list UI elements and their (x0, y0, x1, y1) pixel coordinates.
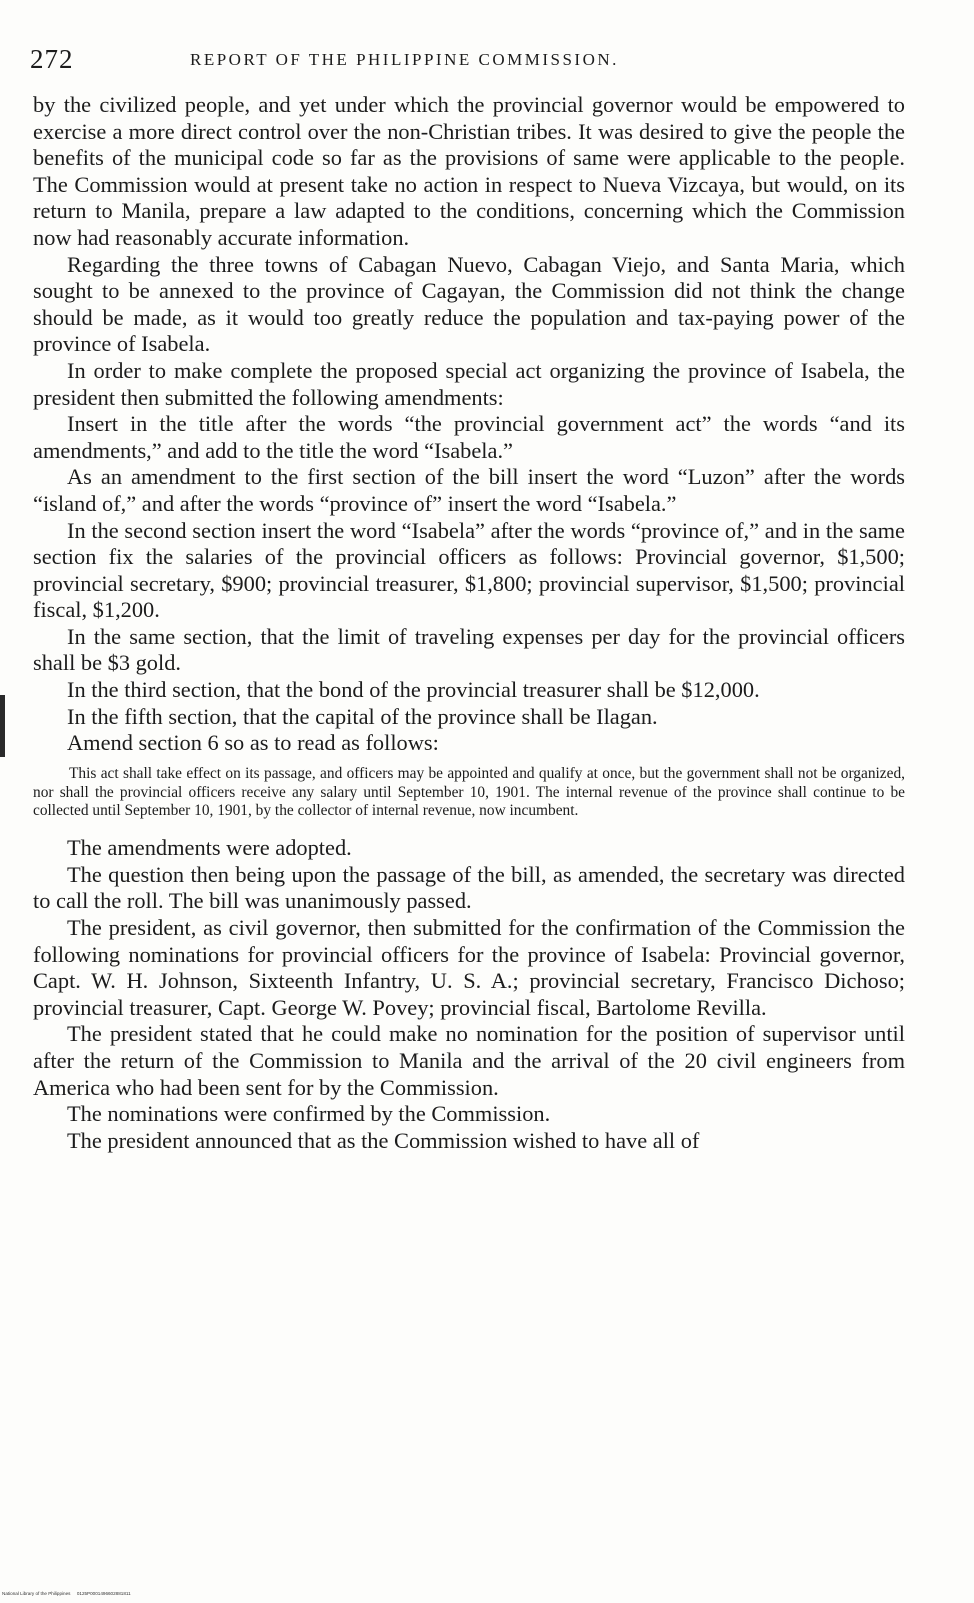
paragraph: In the third section, that the bond of the provincial treasurer shall be $12,000. (67, 677, 760, 703)
body-text (33, 92, 905, 1154)
paragraph: The president, as civil governor, then submitted for the confirmation of the Commission the following nominations for provincial officers for the province of Isabela: Provincial governor, Capt. W. H. Johnson, Sixteenth Infantry, U. S. A.; provincial secretary, Francisco Dichoso; provincial treasurer, Capt. George W. Povey; provincial fiscal, Bartolome Revilla. (33, 915, 905, 1020)
paragraph: As an amendment to the first section of the bill insert the word “Luzon” after the words “island of,” and after the words “province of” insert the word “Isabela.” (33, 464, 905, 516)
paragraph: The president stated that he could make no nomination for the position of supervisor until after the return of the Commission to Manila and the arrival of the 20 civil engineers from America who had been sent for by the Commission. (33, 1021, 905, 1100)
running-title: REPORT OF THE PHILIPPINE COMMISSION. (190, 50, 619, 69)
quoted-section-text: This act shall take effect on its passage, and officers may be appointed and qualify at once, but the government shall not be organized, nor shall the provincial officers receive any salary until September 10, 1901. The internal revenue of the province shall continue to be collected until September 10, 1901, by the collector of internal revenue, now incumbent. (33, 764, 905, 820)
paragraph: In order to make complete the proposed special act organizing the province of Isabela, the president then submitted the following amendments: (33, 357, 905, 410)
paragraph: In the second section insert the word “Isabela” after the words “province of,” and in the same section fix the salaries of the provincial officers as follows: Provincial governor, $1,500; provincial secretary, $900; provincial treasurer, $1,800; provincial supervisor, $1,500; provincial fiscal, $1,200. (33, 517, 905, 623)
paragraph: In the fifth section, that the capital of the province shall be Ilagan. (67, 703, 658, 729)
page-header (30, 44, 930, 84)
scan-edge-mark (0, 695, 5, 757)
paragraph: Regarding the three towns of Cabagan Nuevo, Cabagan Viejo, and Santa Maria, which sought to be annexed to the province of Cagayan, the Commission did not think the change should be made, as it would too greatly reduce the population and tax-paying power of the province of Isabela. (33, 251, 905, 357)
page-number: 272 (30, 44, 74, 74)
paragraph: The president announced that as the Commission wished to have all of (67, 1127, 700, 1153)
paragraph: In the same section, that the limit of traveling expenses per day for the provincial officers shall be $3 gold. (33, 623, 905, 676)
quoted-section (33, 765, 905, 821)
footer (2, 1591, 131, 1596)
paragraph: Insert in the title after the words “the provincial government act” the words “and its amendments,” and add to the title the word “Isabela.” (33, 411, 905, 463)
footer-identifier: 0125P0001496602881811 (76, 1591, 131, 1596)
paragraph: Amend section 6 so as to read as follows: (67, 730, 439, 756)
paragraph: The amendments were adopted. (67, 835, 352, 861)
paragraph: The question then being upon the passage of the bill, as amended, the secretary was directed to call the roll. The bill was unanimously passed. (33, 861, 905, 914)
footer-library: National Library of the Philippines (2, 1591, 71, 1596)
paragraph-continued: by the civilized people, and yet under which the provincial governor would be empowered to exercise a more direct control over the non-Christian tribes. It was desired to give the people the benefits of the municipal code so far as the provisions of same were applicable to the people. The Commission would at present take no action in respect to Nueva Vizcaya, but would, on its return to Manila, prepare a law adapted to the conditions, concerning which the Commission now had reasonably accurate information. (33, 92, 905, 250)
paragraph: The nominations were confirmed by the Commission. (67, 1101, 551, 1127)
